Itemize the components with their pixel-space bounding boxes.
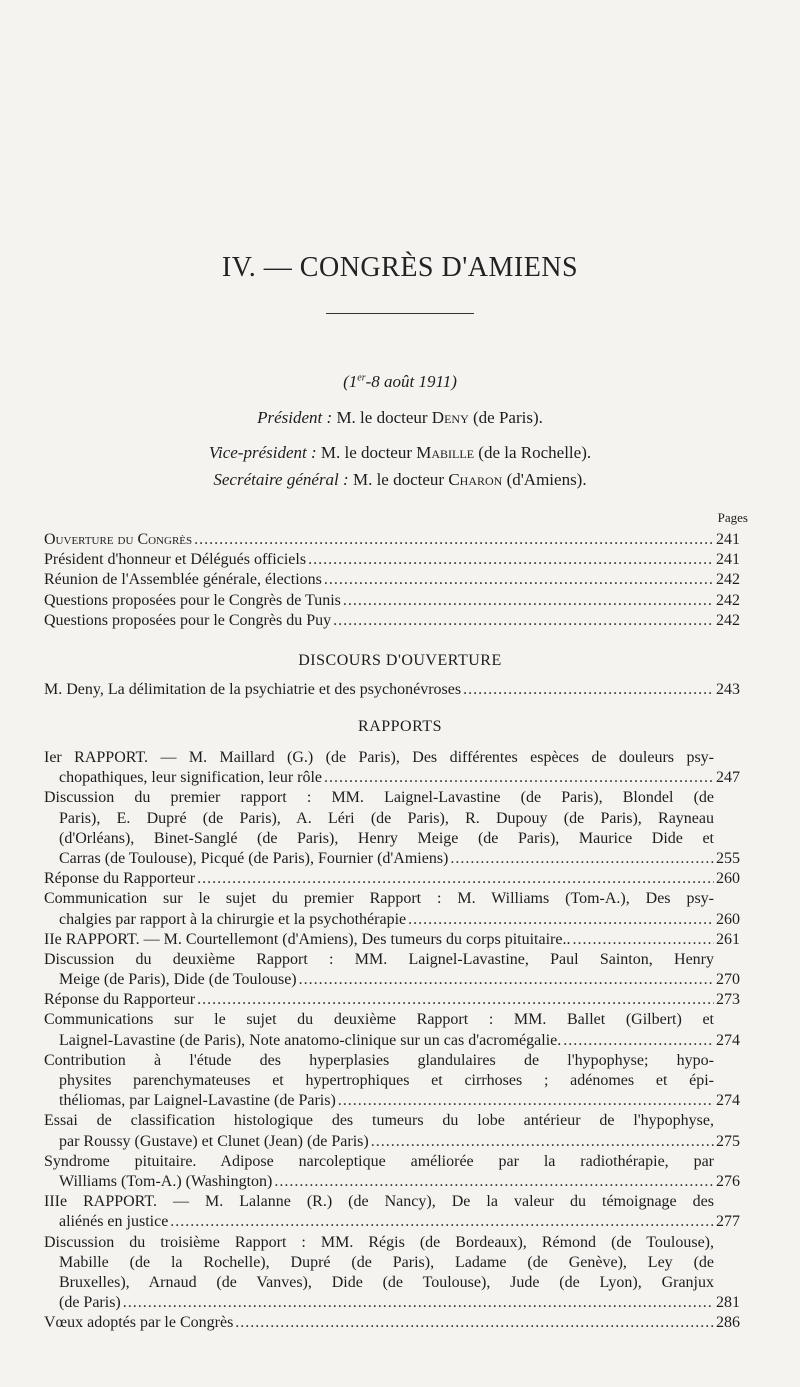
officer-name: Charon <box>448 470 503 489</box>
toc-discours <box>44 680 740 700</box>
toc-line <box>44 1152 740 1172</box>
toc-text: chalgies par rapport à la chirurgie et la psychothérapie <box>59 910 407 928</box>
toc-text: Discussion du deuxième Rapport : MM. Laignel-Lavastine, Paul Sainton, Henry <box>44 950 714 968</box>
toc-text: physites parenchymateuses et hypertrophiques et cirrhoses ; adénomes et épi- <box>59 1072 714 1089</box>
toc-text: Mabille (de la Rochelle), Dupré (de Paris), Ladame (de Genève), Ley (de <box>59 1253 714 1271</box>
toc-text: Contribution à l'étude des hyperplasies glandulaires de l'hypophyse; hypo- <box>44 1051 714 1069</box>
toc-text: (de Paris) <box>59 1294 121 1312</box>
toc-text: aliénés en justice <box>59 1213 169 1231</box>
toc-text: Réponse du Rapporteur <box>44 991 196 1009</box>
toc-text: Essai de classification histologique des tumeurs du lobe antérieur de l'hypophyse, <box>44 1112 714 1130</box>
toc-page: 260 <box>716 910 740 928</box>
toc-line <box>44 1051 740 1071</box>
leader-dots <box>194 530 714 550</box>
toc-text: Discussion du troisième Rapport : MM. Régis (de Bordeaux), Rémond (de Toulouse), <box>44 1233 714 1251</box>
toc-page: 242 <box>716 611 740 629</box>
toc-page: 270 <box>716 971 740 989</box>
toc-page: 260 <box>716 870 740 888</box>
toc-line <box>44 550 740 570</box>
toc-line <box>44 1233 740 1253</box>
section-heading-rapports: RAPPORTS <box>358 718 442 735</box>
toc-text: Communications sur le sujet du deuxième Rapport : MM. Ballet (Gilbert) et <box>44 1011 714 1029</box>
leader-dots <box>123 1293 714 1313</box>
leader-dots <box>324 570 714 590</box>
toc-text: théliomas, par Laignel-Lavastine (de Paris) <box>59 1092 336 1110</box>
toc-text: Discussion du premier rapport : MM. Laignel-Lavastine (de Paris), Blondel (de <box>44 789 714 807</box>
leader-dots <box>197 869 714 889</box>
toc-line <box>44 869 740 889</box>
officer-tail: (de la Rochelle). <box>474 443 592 462</box>
toc-page: 242 <box>716 571 740 589</box>
toc-line <box>44 1031 740 1051</box>
toc-text: (d'Orléans), Binet-Sanglé (de Paris), Henry Meige (de Paris), Maurice Dide et <box>59 829 714 847</box>
pages-column-label: Pages <box>717 510 748 525</box>
toc-text: Ouverture du Congrès <box>44 531 193 548</box>
toc-text: Bruxelles), Arnaud (de Vanves), Dide (de Toulouse), Jude (de Lyon), Granjux <box>59 1273 714 1291</box>
toc-text: Paris), E. Dupré (de Paris), A. Léri (de Paris), R. Dupouy (de Paris), Rayneau <box>59 809 714 827</box>
toc-line <box>44 990 740 1010</box>
toc-text: Président d'honneur et Délégués officiels <box>44 551 307 569</box>
toc-page: 286 <box>716 1314 740 1332</box>
leader-dots <box>274 1172 714 1192</box>
toc-text: IIIe RAPPORT. — M. Lalanne (R.) (de Nancy), De la valeur du témoignage des <box>44 1193 714 1211</box>
toc-text: par Roussy (Gustave) et Clunet (Jean) (de Paris) <box>59 1132 369 1150</box>
dates-rest: -8 août 1911) <box>365 372 457 391</box>
officer-role: Président : <box>257 408 333 427</box>
toc-page: 247 <box>716 769 740 787</box>
toc-text: Communication sur le sujet du premier Rapport : M. Williams (Tom-A.), Des psy- <box>44 890 714 908</box>
toc-line <box>44 680 740 700</box>
toc-page: 275 <box>716 1132 740 1150</box>
officer-role: Secrétaire général : <box>213 470 349 489</box>
dates-sup: er <box>357 372 366 384</box>
officer-secretary <box>0 470 800 490</box>
toc-line <box>44 809 740 829</box>
leader-dots <box>343 591 714 611</box>
toc-line <box>44 829 740 849</box>
toc-line <box>44 1172 740 1192</box>
toc-text: Syndrome pituitaire. Adipose narcoleptique améliorée par la radiothérapie, par <box>44 1152 714 1170</box>
leader-dots <box>197 990 714 1010</box>
toc-line <box>44 1091 740 1111</box>
page-title: IV. — CONGRÈS D'AMIENS <box>221 252 579 283</box>
toc-text: M. Deny, La délimitation de la psychiatrie et des psychonévroses <box>44 681 462 698</box>
leader-dots <box>572 930 714 950</box>
toc-line <box>44 611 740 631</box>
toc-line <box>44 1212 740 1232</box>
section-heading-discours: DISCOURS D'OUVERTURE <box>298 652 502 669</box>
dates-prefix: (1 <box>343 372 358 391</box>
toc-line <box>44 849 740 869</box>
toc-line <box>44 1273 740 1293</box>
toc-line <box>44 748 740 768</box>
toc-line <box>44 889 740 909</box>
toc-text: Laignel-Lavastine (de Paris), Note anatomo-clinique sur un cas d'acromégalie. <box>59 1031 562 1049</box>
officer-vice-president <box>0 443 800 463</box>
toc-text: IIe RAPPORT. — M. Courtellemont (d'Amiens), Des tumeurs du corps pituitaire.. <box>44 930 571 948</box>
toc-page: 241 <box>716 531 740 548</box>
officer-role: Vice-président : <box>208 443 317 462</box>
leader-dots <box>308 550 714 570</box>
toc-line <box>44 970 740 990</box>
toc-line <box>44 530 740 550</box>
toc-page: 277 <box>716 1213 740 1231</box>
toc-page: 261 <box>716 930 740 948</box>
toc-line <box>44 930 740 950</box>
toc-page: 276 <box>716 1172 740 1190</box>
toc-text: Questions proposées pour le Congrès de Tunis <box>44 591 341 609</box>
leader-dots <box>563 1031 714 1051</box>
leader-dots <box>450 849 714 869</box>
leader-dots <box>338 1091 714 1111</box>
toc-text: Carras (de Toulouse), Picqué (de Paris), Fournier (d'Amiens) <box>59 849 449 867</box>
officer-tail: (de Paris). <box>468 408 543 427</box>
toc-text: Questions proposées pour le Congrès du Puy <box>44 611 332 629</box>
toc-line <box>44 950 740 970</box>
toc-text: Meige (de Paris), Dide (de Toulouse) <box>59 971 297 989</box>
leader-dots <box>299 970 714 990</box>
officer-name: Mabille <box>416 443 475 462</box>
officer-name: Deny <box>431 408 469 427</box>
toc-line <box>44 1313 740 1333</box>
leader-dots <box>371 1132 714 1152</box>
toc-text: Williams (Tom-A.) (Washington) <box>59 1172 273 1190</box>
congress-dates <box>0 372 800 392</box>
toc-line <box>44 570 740 590</box>
officer-tail: (d'Amiens). <box>502 470 587 489</box>
toc-page: 274 <box>716 1031 740 1049</box>
toc-page: 243 <box>716 681 740 698</box>
toc-line <box>44 1253 740 1273</box>
leader-dots <box>333 611 714 631</box>
toc-line <box>44 1192 740 1212</box>
toc-line <box>44 1111 740 1131</box>
officer-text: M. le docteur <box>332 408 432 427</box>
title-rule <box>326 313 474 314</box>
toc-line <box>44 1071 740 1091</box>
toc-text: Ier RAPPORT. — M. Maillard (G.) (de Paris), Des différentes espèces de douleurs psy- <box>44 749 714 766</box>
toc-line <box>44 1010 740 1030</box>
officer-text: M. le docteur <box>348 470 449 489</box>
toc-text: chopathiques, leur signification, leur rôle <box>59 769 323 787</box>
toc-text: Vœux adoptés par le Congrès <box>44 1314 234 1332</box>
toc-rapports <box>44 748 740 1333</box>
leader-dots <box>235 1313 714 1333</box>
toc-line <box>44 1132 740 1152</box>
toc-line <box>44 768 740 788</box>
leader-dots <box>170 1212 714 1232</box>
toc-page: 242 <box>716 591 740 609</box>
toc-page: 255 <box>716 849 740 867</box>
toc-text: Réponse du Rapporteur <box>44 870 196 888</box>
toc-page: 273 <box>716 991 740 1009</box>
toc-page: 241 <box>716 551 740 569</box>
toc-text: Réunion de l'Assemblée générale, élections <box>44 571 322 589</box>
leader-dots <box>463 680 714 700</box>
toc-line <box>44 591 740 611</box>
toc-page: 274 <box>716 1092 740 1110</box>
leader-dots <box>324 768 714 788</box>
toc-opening <box>44 530 740 631</box>
leader-dots <box>408 910 714 930</box>
officer-text: M. le docteur <box>316 443 417 462</box>
toc-page: 281 <box>716 1294 740 1312</box>
officer-president <box>0 408 800 428</box>
toc-line <box>44 1293 740 1313</box>
toc-line <box>44 788 740 808</box>
toc-line <box>44 910 740 930</box>
